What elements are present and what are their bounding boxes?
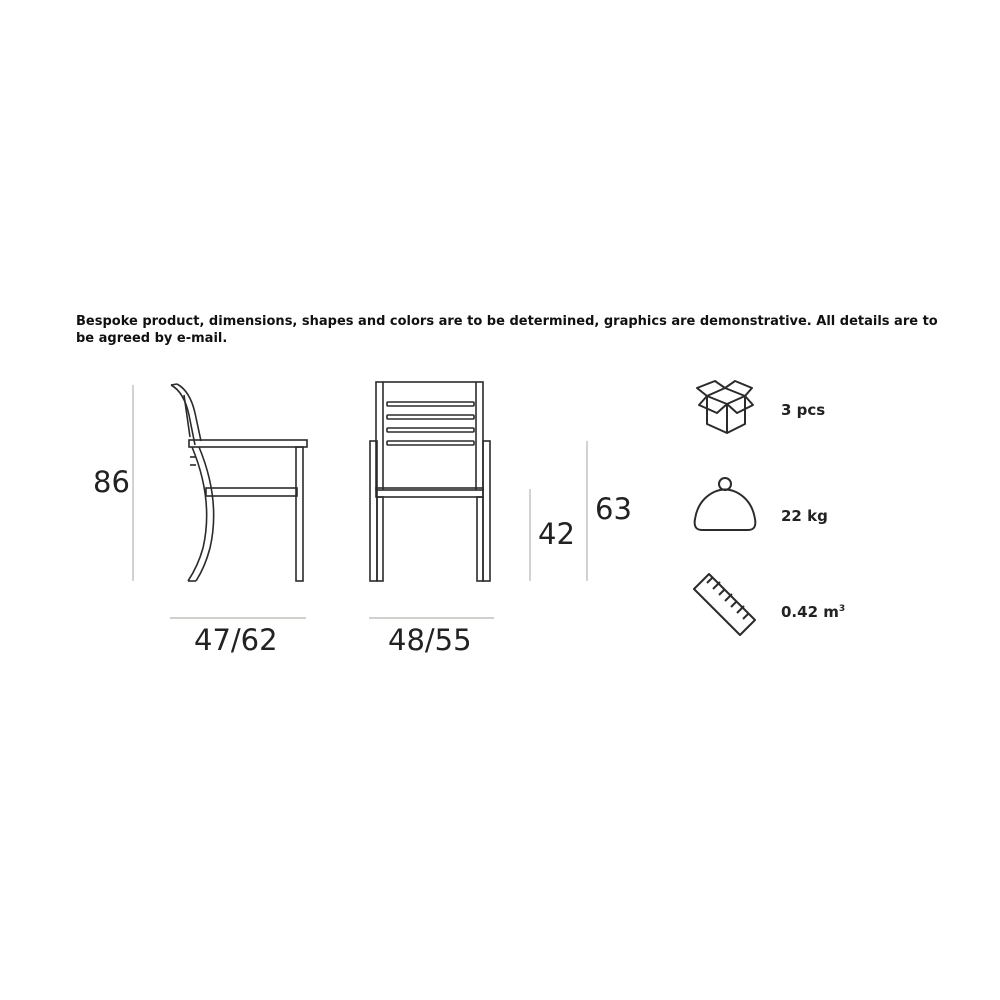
weight-icon bbox=[695, 478, 756, 530]
chair-side-view bbox=[171, 384, 307, 581]
dimension-lines bbox=[133, 385, 587, 618]
seat-height-label: 42 bbox=[538, 517, 575, 551]
armrest-height-label: 63 bbox=[595, 492, 632, 526]
width-label: 48/55 bbox=[388, 623, 472, 657]
chair-front-view bbox=[370, 382, 490, 581]
ruler-icon bbox=[694, 574, 755, 635]
volume-label bbox=[781, 605, 845, 620]
pieces-label: 3 pcs bbox=[781, 401, 826, 419]
disclaimer-text: Bespoke product, dimensions, shapes and colors are to be determined, graphics are demonstrative. All details are to be agreed by e-mail. bbox=[76, 314, 938, 346]
height-total-label: 86 bbox=[93, 465, 130, 499]
box-icon bbox=[697, 381, 753, 433]
weight-label: 22 kg bbox=[781, 507, 828, 525]
depth-label: 47/62 bbox=[194, 623, 278, 657]
volume-unit-superscript: 3 bbox=[838, 604, 846, 614]
volume-value: 0.42 m bbox=[781, 603, 839, 621]
